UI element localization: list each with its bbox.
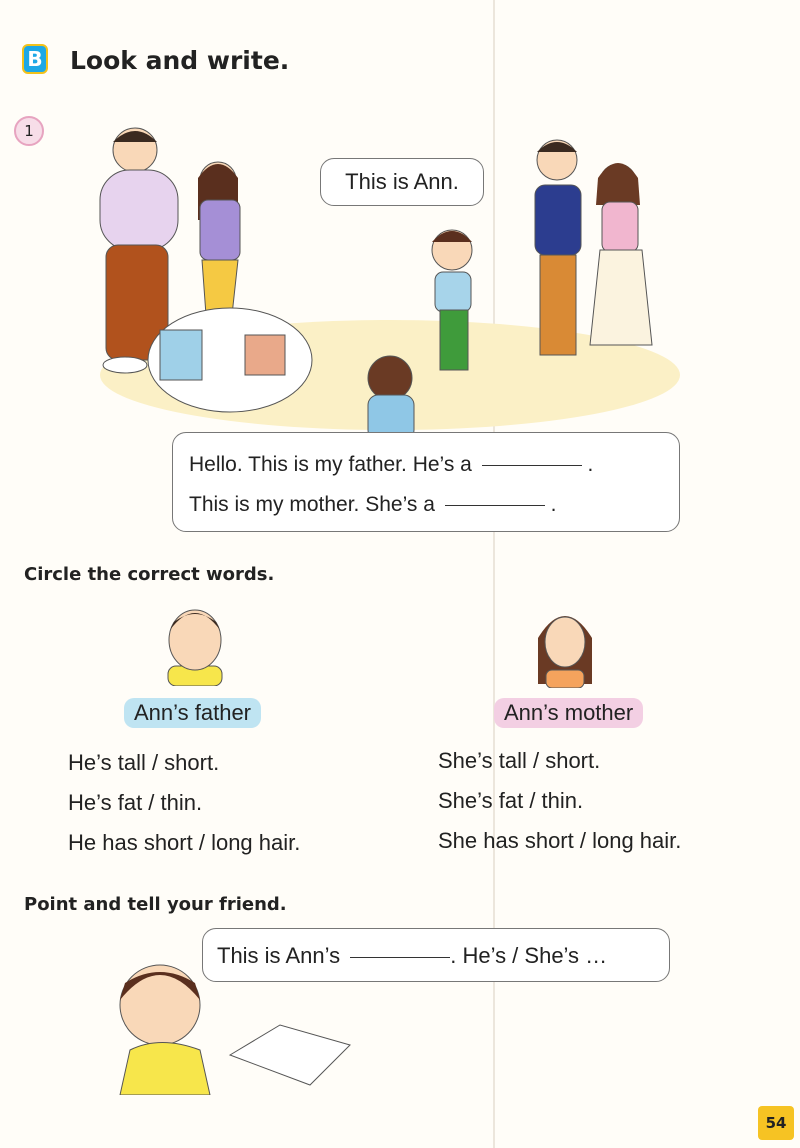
circle-section-heading: Circle the correct words. [24,564,275,585]
exercise-number: 1 [14,116,44,146]
ann-father-label: Ann’s father [124,698,261,728]
mother-sentence-1[interactable]: She’s tall / short. [438,748,601,773]
mother-sentence-2[interactable]: She’s fat / thin. [438,788,584,813]
section-badge: B [22,44,48,74]
ann-mother-figure [198,162,240,315]
mother-portrait [530,598,600,688]
page-number: 54 [758,1106,794,1140]
father-sentence-2[interactable]: He’s fat / thin. [68,790,203,815]
father-sentence-1[interactable]: He’s tall / short. [68,750,220,775]
father-sentence: Hello. This is my father. He’s a . [189,453,594,476]
mother-sentence: This is my mother. She’s a . [189,493,557,516]
father-portrait [158,600,232,686]
father-job-blank[interactable] [482,465,582,466]
father-sentence-3[interactable]: He has short / long hair. [68,830,301,855]
speech-bubble-point-tell: This is Ann’s . He’s / She’s … [202,928,670,982]
relation-blank[interactable] [350,957,450,958]
speech-bubble-parents-jobs [172,432,680,532]
point-section-heading: Point and tell your friend. [24,894,287,915]
boy-with-book-illustration [100,955,360,1095]
ann-mother-label: Ann’s mother [494,698,643,728]
speech-bubble-this-is-ann: This is Ann. [320,158,484,206]
mother-sentence-3[interactable]: She has short / long hair. [438,828,682,853]
couple-right-figures [535,140,652,355]
page-title: Look and write. [70,46,290,75]
mother-job-blank[interactable] [445,505,545,506]
ann-girl-figure [368,356,414,440]
